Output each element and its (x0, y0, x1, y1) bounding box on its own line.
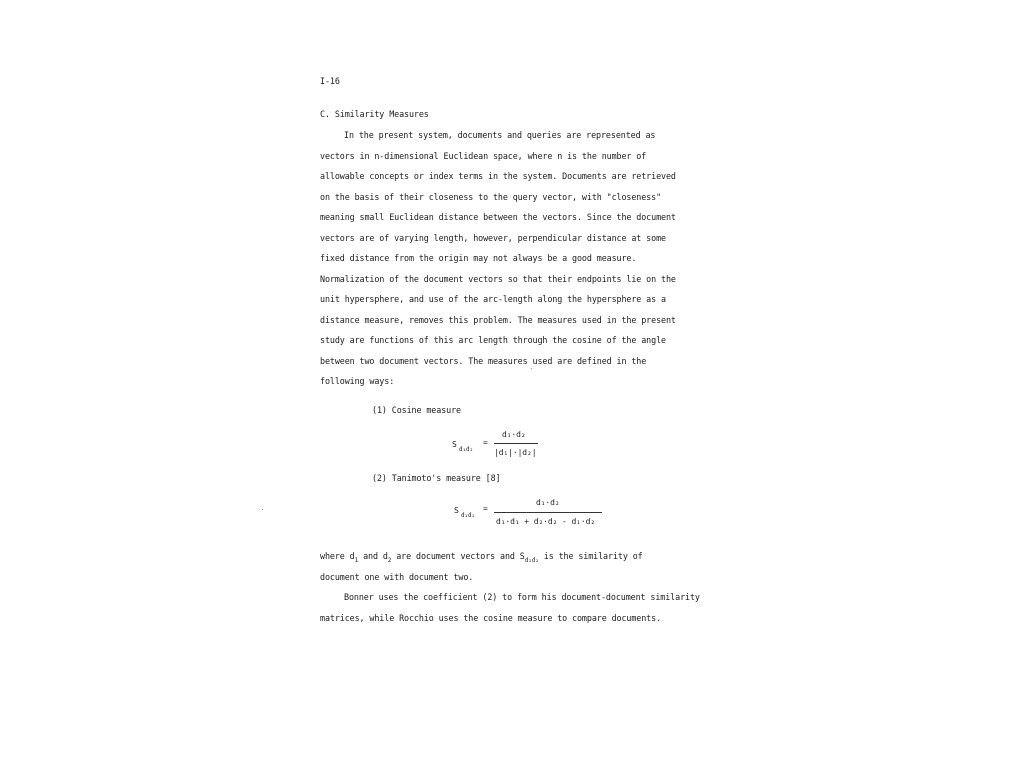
fraction-bar (494, 443, 538, 444)
paragraph-line: fixed distance from the origin may not always be a good measure. (320, 253, 637, 263)
scan-speck (531, 368, 532, 369)
tanimoto-measure-label: (2) Tanimoto's measure [8] (372, 473, 501, 483)
formula-numerator: d₁·d₂ (502, 430, 526, 439)
paragraph-line: following ways: (320, 376, 395, 386)
paragraph-line: In the present system, documents and queries are represented as (344, 130, 656, 140)
scan-speck (262, 509, 263, 510)
paragraph-line: vectors in n-dimensional Euclidean space, where n is the number of (320, 151, 647, 161)
paragraph-line: vectors are of varying length, however, perpendicular distance at some (320, 233, 666, 243)
formula-denominator: |d₁|·|d₂| (494, 448, 537, 457)
fraction-bar (494, 512, 602, 513)
formula-equals: = (483, 504, 488, 513)
formula-lhs-subscript: d₁d₂ (459, 446, 474, 453)
formula-lhs-symbol: S (452, 440, 457, 449)
formula-denominator: d₁·d₁ + d₂·d₂ - d₁·d₂ (496, 517, 596, 526)
definition-line: where $d_1$ and $d_2$ are document vectors and $S_{d_1d_2}$ is the similarity of (320, 551, 643, 564)
paragraph-line: study are functions of this arc length through the cosine of the angle (320, 335, 666, 345)
page-number: I-16 (320, 76, 340, 86)
closing-line: Bonner uses the coefficient (2) to form his document-document similarity (344, 592, 700, 602)
paragraph-line: allowable concepts or index terms in the system. Documents are retrieved (320, 171, 676, 181)
paragraph-line: unit hypersphere, and use of the arc-length along the hypersphere as a (320, 294, 666, 304)
cosine-measure-label: (1) Cosine measure (372, 405, 461, 415)
formula-lhs-subscript: d₁d₂ (461, 512, 476, 519)
paragraph-line: between two document vectors. The measures used are defined in the (320, 356, 647, 366)
formula-lhs-symbol: S (454, 506, 459, 515)
section-heading: C. Similarity Measures (320, 109, 429, 119)
closing-line: matrices, while Rocchio uses the cosine measure to compare documents. (320, 613, 662, 623)
paragraph-line: on the basis of their closeness to the query vector, with "closeness" (320, 192, 662, 202)
paragraph-line: meaning small Euclidean distance between the vectors. Since the document (320, 212, 676, 222)
formula-numerator: d₁·d₂ (536, 498, 560, 507)
paragraph-line: distance measure, removes this problem. The measures used in the present (320, 315, 676, 325)
definition-line: document one with document two. (320, 572, 474, 582)
formula-equals: = (483, 438, 488, 447)
paragraph-line: Normalization of the document vectors so that their endpoints lie on the (320, 274, 676, 284)
